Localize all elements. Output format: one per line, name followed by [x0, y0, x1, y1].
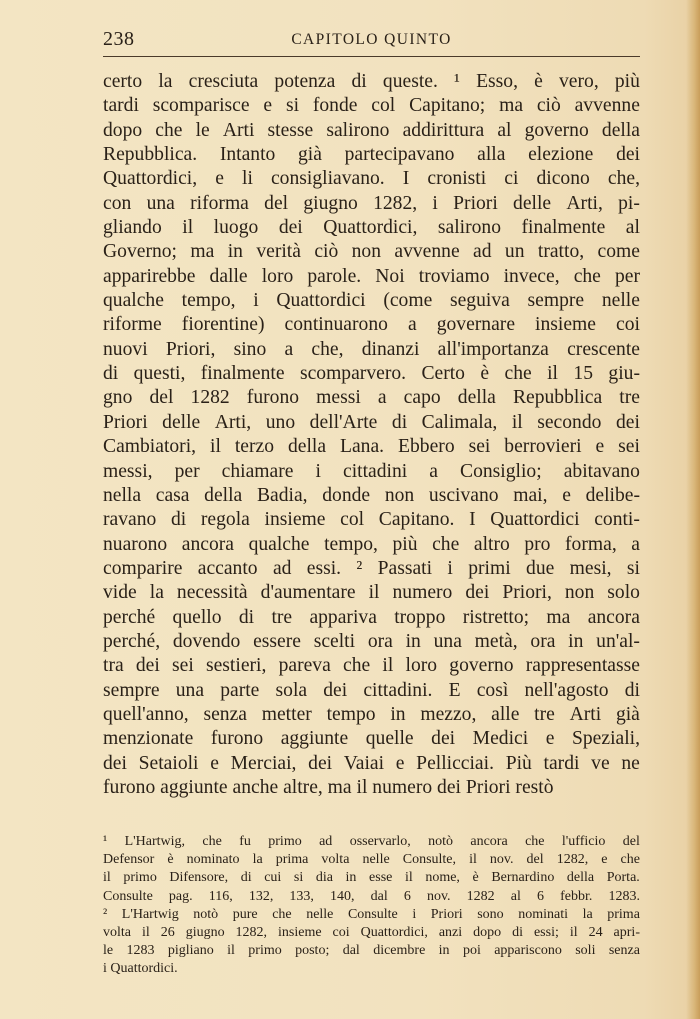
text-line: certo la cresciuta potenza di queste. ¹ Esso, è vero, più: [103, 71, 640, 92]
text-line: perché, dovendo essere scelti ora in una metà, ora in un'al-: [103, 630, 640, 652]
footnote-line: i Quattordici.: [103, 961, 178, 977]
footnote-line: Defensor è nominato la prima volta nelle Consulte, il nov. del 1282, e che: [103, 852, 640, 868]
text-line: ravano di regola insieme col Capitano. I Quattordici conti-: [103, 509, 640, 531]
text-line: Priori delle Arti, uno dell'Arte di Calimala, il secondo dei: [103, 411, 640, 433]
text-line: vide la necessità d'aumentare il numero dei Priori, non solo: [103, 582, 640, 604]
footnote-line: volta il 26 giugno 1282, insieme coi Quattordici, anzi dopo di essi; il 24 apri-: [103, 924, 640, 940]
text-line: furono aggiunte anche altre, ma il numero dei Priori restò: [103, 776, 554, 798]
text-line: Repubblica. Intanto già partecipavano alla elezione dei: [103, 144, 640, 166]
footnotes: [103, 833, 640, 979]
text-line: apparirebbe dalle loro parole. Noi troviamo invece, che per: [103, 265, 640, 287]
page-header: [103, 28, 640, 56]
text-line: Quattordici, e li consigliavano. I cronisti ci dicono che,: [103, 168, 640, 190]
text-line: tardi scomparisce e si fonde col Capitano; ma ciò avvenne: [103, 95, 640, 117]
text-line: tra dei sei sestieri, pareva che il loro governo rappresentasse: [103, 655, 640, 677]
text-line: nuovi Priori, sino a che, dinanzi all'importanza crescente: [103, 338, 640, 360]
text-line: qualche tempo, i Quattordici (come seguiva sempre nelle: [103, 290, 640, 312]
body-text: [103, 70, 640, 800]
text-line: dei Setaioli e Merciai, dei Vaiai e Pellicciai. Più tardi ve ne: [103, 752, 640, 774]
text-line: con una riforma del giugno 1282, i Priori delle Arti, pi-: [103, 192, 640, 214]
footnote-line: ² L'Hartwig notò pure che nelle Consulte i Priori sono nominati la prima: [103, 906, 640, 922]
text-line: Cambiatori, il terzo della Lana. Ebbero sei berrovieri e sei: [103, 436, 640, 458]
text-line: dopo che le Arti stesse salirono addirittura al governo della: [103, 119, 640, 141]
text-line: nella casa della Badia, donde non uscivano mai, e delibe-: [103, 484, 640, 506]
text-line: Governo; ma in verità ciò non avvenne ad un tratto, come: [103, 241, 640, 263]
page-edge: [686, 0, 700, 1019]
text-line: quell'anno, senza metter tempo in mezzo, alle tre Arti già: [103, 703, 640, 725]
text-line: messi, per chiamare i cittadini a Consiglio; abitavano: [103, 460, 640, 482]
text-line: riforme fiorentine) continuarono a governare insieme coi: [103, 314, 640, 336]
header-rule: [103, 56, 640, 57]
text-line: di questi, finalmente scomparvero. Certo è che il 15 giu-: [103, 363, 640, 385]
footnote-line: Consulte pag. 116, 132, 133, 140, dal 6 nov. 1282 al 6 febbr. 1283.: [103, 888, 640, 904]
text-line: comparire accanto ad essi. ² Passati i primi due mesi, si: [103, 557, 640, 579]
running-title: CAPITOLO QUINTO: [291, 31, 452, 48]
footnote-line: le 1283 pigliano il primo posto; dal dicembre in poi appariscono soli senza: [103, 943, 640, 959]
text-line: nuarono ancora qualche tempo, più che altro pro forma, a: [103, 533, 640, 555]
footnote-line: ¹ L'Hartwig, che fu primo ad osservarlo, notò ancora che l'ufficio del: [103, 834, 640, 849]
text-line: gno del 1282 furono messi a capo della Repubblica tre: [103, 387, 640, 409]
text-line: gliando il luogo dei Quattordici, salirono finalmente al: [103, 217, 640, 239]
text-line: menzionate furono aggiunte quelle dei Medici e Speziali,: [103, 728, 640, 750]
footnote-line: il primo Difensore, di cui si dia in esse il nome, è Bernardino della Porta.: [103, 870, 640, 886]
text-line: sempre una parte sola dei cittadini. E così nell'agosto di: [103, 679, 640, 701]
text-line: perché quello di tre appariva troppo ristretto; ma ancora: [103, 606, 640, 628]
page-number: 238: [103, 28, 135, 50]
